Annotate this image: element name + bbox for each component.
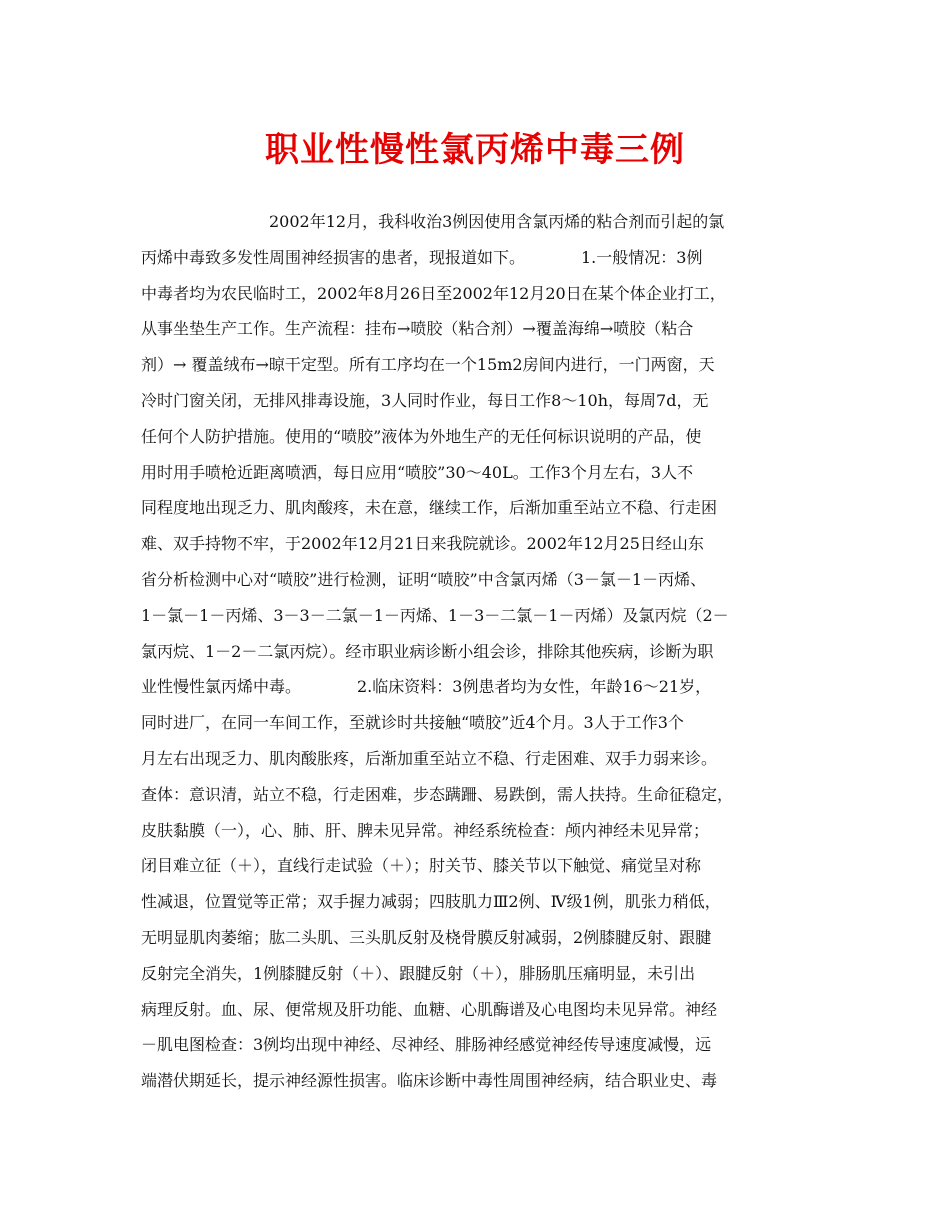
document-body	[141, 204, 815, 1099]
body-line: 省分析检测中心对“喷胶”进行检测，证明“喷胶”中含氯丙烯（3－氯－1－丙烯、	[141, 569, 707, 589]
body-line: 闭目难立征（＋），直线行走试验（＋）；肘关节、膝关节以下触觉、痛觉呈对称	[141, 856, 702, 876]
body-line: 业性慢性氯丙烯中毒。 2.临床资料：3例患者均为女性，年龄16～21岁，	[141, 677, 712, 697]
body-line: 任何个人防护措施。使用的“喷胶”液体为外地生产的无任何标识说明的产品，使	[141, 426, 702, 446]
body-line: 无明显肌肉萎缩；肱二头肌、三头肌反射及桡骨膜反射减弱，2例膝腱反射、跟腱	[141, 927, 712, 947]
body-line: 氯丙烷、1－2－二氯丙烷）。经市职业病诊断小组会诊，排除其他疾病，诊断为职	[141, 641, 714, 661]
body-line: 性减退，位置觉等正常；双手握力减弱；四肢肌力Ⅲ2例、Ⅳ级1例，肌张力稍低，	[141, 892, 721, 912]
body-line: 反射完全消失，1例膝腱反射（＋）、跟腱反射（＋），腓肠肌压痛明显，未引出	[141, 963, 696, 983]
body-line: 月左右出现乏力、肌肉酸胀疼，后渐加重至站立不稳、行走困难、双手力弱来诊。	[141, 748, 718, 768]
document-title: 职业性慢性氯丙烯中毒三例	[265, 130, 685, 170]
body-line: 剂）→ 覆盖绒布→晾干定型。所有工序均在一个15m2房间内进行，一门两窗，天	[141, 355, 715, 375]
body-line: 病理反射。血、尿、便常规及肝功能、血糖、心肌酶谱及心电图均未见异常。神经	[141, 999, 718, 1019]
body-line: 从事坐垫生产工作。生产流程：挂布→喷胶（粘合剂）→覆盖海绵→喷胶（粘合	[141, 319, 694, 339]
body-line: 1－氯－1－丙烯、3－3－二氯－1－丙烯、1－3－二氯－1－丙烯）及氯丙烷（2－	[141, 605, 729, 625]
body-line: 同时进厂，在同一车间工作，至就诊时共接触“喷胶”近4个月。3人于工作3个	[141, 713, 684, 733]
body-line: 端潜伏期延长，提示神经源性损害。临床诊断中毒性周围神经病，结合职业史、毒	[141, 1071, 718, 1091]
body-line: 2002年12月，我科收治3例因使用含氯丙烯的粘合剂而引起的氯	[269, 212, 725, 231]
body-line: 难、双手持物不牢，于2002年12月21日来我院就诊。2002年12月25日经山东	[141, 534, 704, 554]
body-line: －肌电图检查：3例均出现中神经、尽神经、腓肠神经感觉神经传导速度减慢，远	[141, 1035, 712, 1055]
body-line: 皮肤黏膜（一），心、肺、肝、脾未见异常。神经系统检查：颅内神经未见异常；	[141, 820, 710, 840]
body-line: 同程度地出现乏力、肌肉酸疼，未在意，继续工作，后渐加重至站立不稳、行走困	[141, 498, 718, 518]
body-line: 中毒者均为农民临时工，2002年8月26日至2002年12月20日在某个体企业打工，	[141, 283, 726, 303]
body-line: 查体：意识清，站立不稳，行走困难，步态蹒跚、易跌倒，需人扶持。生命征稳定，	[141, 784, 734, 804]
body-line: 丙烯中毒致多发性周围神经损害的患者，现报道如下。 1.一般情况：3例	[141, 247, 703, 267]
body-line: 冷时门窗关闭，无排风排毒设施，3人同时作业，每日工作8～10h，每周7d，无	[141, 390, 709, 410]
body-line: 用时用手喷枪近距离喷洒，每日应用“喷胶”30～40L。工作3个月左右，3人不	[141, 462, 694, 482]
